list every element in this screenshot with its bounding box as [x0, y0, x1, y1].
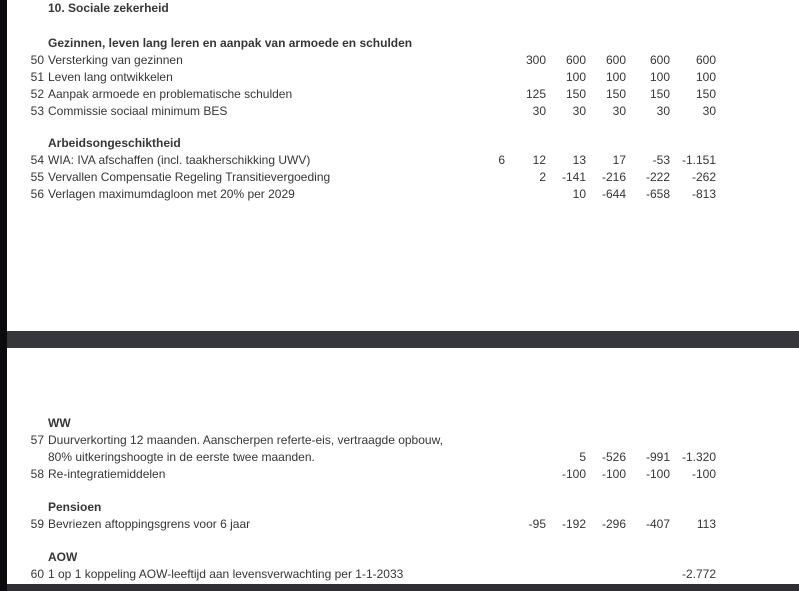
row-value: -1.151: [681, 153, 716, 167]
row-label: 1 op 1 koppeling AOW-leeftijd aan levensverwachting per 1-1-2033: [48, 567, 404, 581]
row-value: [465, 466, 505, 483]
row-value: 30: [572, 104, 586, 118]
row-value: 13: [572, 153, 586, 167]
row-value: -407: [645, 517, 670, 531]
row-number: 56: [30, 187, 44, 201]
row-value: [465, 516, 505, 533]
table-row: [7, 152, 799, 169]
row-value: [465, 432, 505, 449]
row-value: 30: [532, 104, 546, 118]
row-label: WIA: IVA afschaffen (incl. taakherschikking UWV): [48, 153, 311, 167]
row-value: -100: [561, 467, 586, 481]
row-value: [465, 69, 505, 86]
row-value: [546, 566, 586, 583]
row-value: 600: [695, 53, 716, 67]
row-value: [465, 52, 505, 69]
row-value: [670, 432, 716, 449]
table-row: [7, 103, 799, 120]
row-value: 125: [525, 87, 546, 101]
row-value: 2: [539, 170, 546, 184]
row-number: 57: [30, 433, 44, 447]
row-value: 600: [605, 53, 626, 67]
row-value: -658: [645, 187, 670, 201]
row-value: -141: [561, 170, 586, 184]
row-number: 59: [30, 517, 44, 531]
row-value: 5: [579, 450, 586, 464]
row-value: -192: [561, 517, 586, 531]
row-value: 30: [612, 104, 626, 118]
section-title: 10. Sociale zekerheid: [48, 1, 169, 15]
row-label: Commissie sociaal minimum BES: [48, 104, 228, 118]
table-row: [7, 86, 799, 103]
row-value: 150: [649, 87, 670, 101]
row-label: Re-integratiemiddelen: [48, 467, 166, 481]
row-value: 12: [532, 153, 546, 167]
viewer-bottom-edge: [7, 584, 799, 591]
row-value: -53: [652, 153, 670, 167]
group-heading: Arbeidsongeschiktheid: [48, 136, 181, 150]
table-row: [7, 566, 799, 583]
row-value: -216: [601, 170, 626, 184]
row-value: [626, 566, 670, 583]
row-value: 150: [605, 87, 626, 101]
table-row: [7, 69, 799, 86]
row-value: 6: [498, 153, 505, 167]
row-label: Vervallen Compensatie Regeling Transitievergoeding: [48, 170, 331, 184]
table-row: [7, 52, 799, 69]
row-value: 150: [695, 87, 716, 101]
page-separator: [7, 331, 799, 348]
row-value: [505, 186, 546, 203]
row-value: 30: [702, 104, 716, 118]
row-number: [7, 449, 44, 466]
table-row: [7, 186, 799, 203]
row-value: 10: [572, 187, 586, 201]
group-arbeidsongeschiktheid: [7, 135, 799, 203]
group-heading: Pensioen: [48, 500, 102, 514]
group-ww: [7, 415, 799, 483]
row-number: 50: [30, 53, 44, 67]
row-value: [505, 449, 546, 466]
document-page-1: [7, 0, 799, 331]
row-value: [465, 169, 505, 186]
row-value: [465, 103, 505, 120]
table-row: [7, 432, 799, 449]
row-number: 55: [30, 170, 44, 184]
row-value: [505, 432, 546, 449]
row-value: [465, 186, 505, 203]
group-heading: WW: [48, 416, 71, 430]
row-value: -526: [601, 450, 626, 464]
row-value: -222: [645, 170, 670, 184]
group-gezinnen: [7, 35, 799, 120]
row-value: -100: [645, 467, 670, 481]
row-value: -296: [601, 517, 626, 531]
row-label: Bevriezen aftoppingsgrens voor 6 jaar: [48, 517, 251, 531]
row-value: -100: [601, 467, 626, 481]
row-value: [465, 86, 505, 103]
row-value: [546, 432, 586, 449]
row-label: Duurverkorting 12 maanden. Aanscherpen referte-eis, vertraagde opbouw,: [48, 433, 443, 447]
document-page-2: [7, 348, 799, 584]
row-label: Leven lang ontwikkelen: [48, 70, 173, 84]
group-pensioen: [7, 499, 799, 533]
row-value: -262: [691, 170, 716, 184]
row-value: 600: [565, 53, 586, 67]
viewer-left-edge: [0, 0, 7, 591]
row-value: 100: [565, 70, 586, 84]
row-value: 100: [649, 70, 670, 84]
group-heading: AOW: [48, 550, 78, 564]
row-number: 51: [30, 70, 44, 84]
row-value: -813: [691, 187, 716, 201]
row-value: [465, 449, 505, 466]
row-value: -1.320: [681, 450, 716, 464]
row-number: 53: [30, 104, 44, 118]
row-value: [505, 69, 546, 86]
row-value: 600: [649, 53, 670, 67]
row-value: -2.772: [681, 567, 716, 581]
row-number: 60: [30, 567, 44, 581]
row-value: 17: [612, 153, 626, 167]
group-heading: Gezinnen, leven lang leren en aanpak van armoede en schulden: [48, 36, 413, 50]
table-row: [7, 466, 799, 483]
row-number: 52: [30, 87, 44, 101]
row-value: [465, 566, 505, 583]
row-value: 150: [565, 87, 586, 101]
row-label: Versterking van gezinnen: [48, 53, 183, 67]
row-value: 100: [605, 70, 626, 84]
row-label: 80% uitkeringshoogte in de eerste twee maanden.: [48, 450, 315, 464]
table-row: [7, 516, 799, 533]
row-number: 54: [30, 153, 44, 167]
row-value: [505, 566, 546, 583]
row-value: 300: [525, 53, 546, 67]
row-value: [505, 466, 546, 483]
row-number: 58: [30, 467, 44, 481]
row-value: [626, 432, 670, 449]
row-value: 30: [656, 104, 670, 118]
row-value: 113: [696, 517, 716, 531]
row-value: -95: [528, 517, 546, 531]
row-value: [586, 432, 626, 449]
row-value: -100: [691, 467, 716, 481]
row-value: 100: [695, 70, 716, 84]
row-label: Aanpak armoede en problematische schulden: [48, 87, 293, 101]
row-value: -644: [601, 187, 626, 201]
row-label: Verlagen maximumdagloon met 20% per 2029: [48, 187, 295, 201]
row-value: [586, 566, 626, 583]
table-row-continuation: [7, 449, 799, 466]
table-row: [7, 169, 799, 186]
row-value: -991: [645, 450, 670, 464]
group-aow: [7, 549, 799, 583]
